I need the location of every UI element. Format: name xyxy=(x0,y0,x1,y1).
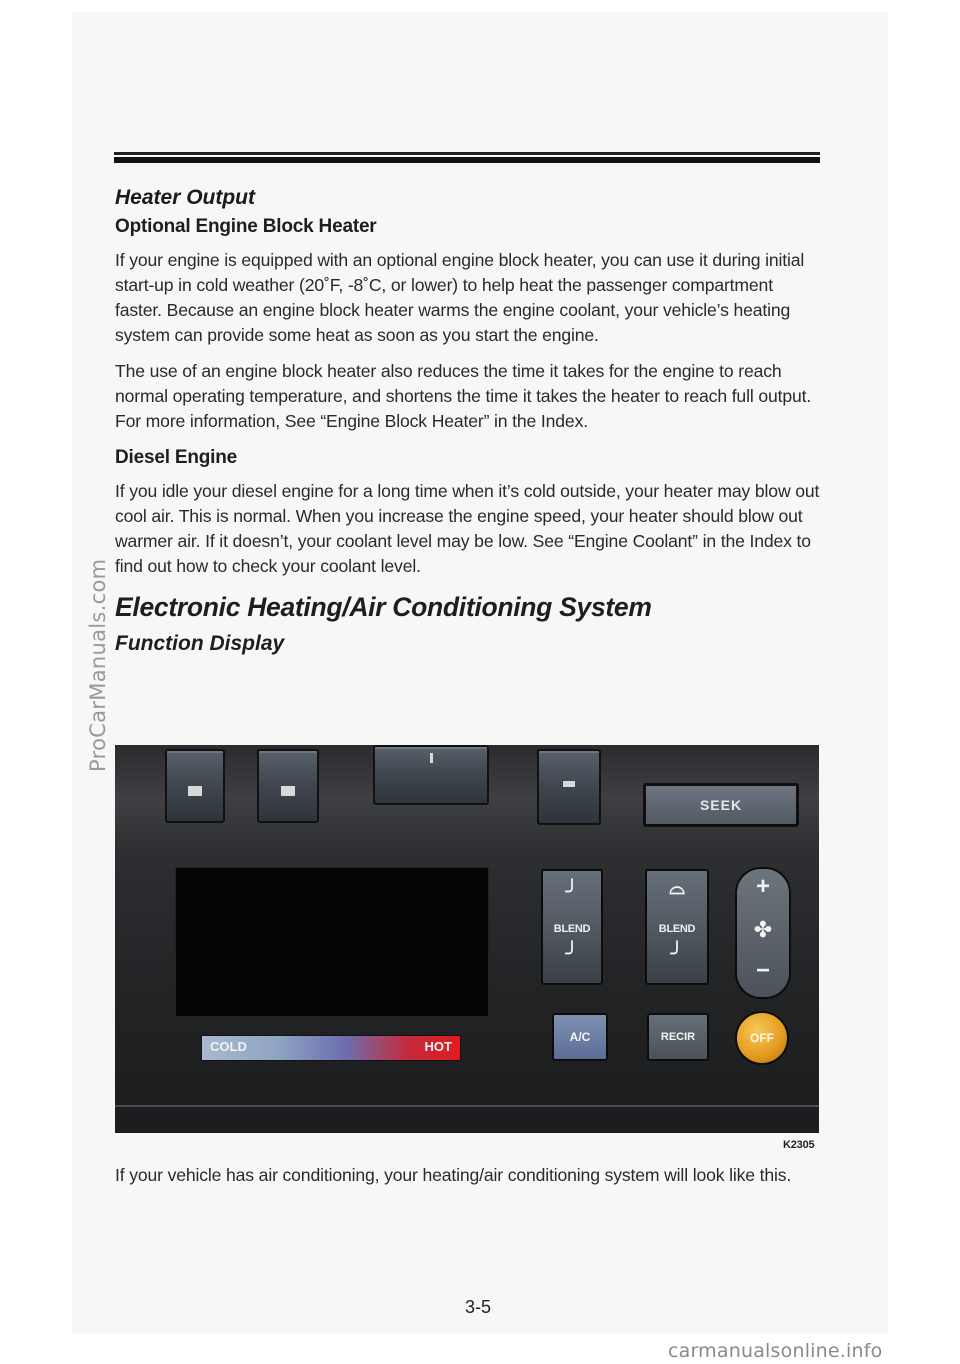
radio-preset-key xyxy=(373,745,489,805)
function-display-screen xyxy=(175,867,489,1017)
page-content xyxy=(115,184,820,658)
paragraph-diesel: If you idle your diesel engine for a long time when it’s cold outside, your heater may blow out cool air. This is normal. When you increase the engine speed, your heater should blow out warmer air. If it doesn’t, your coolant level may be low. See “Engine Coolant” in the Index to find out how to check your coolant level. xyxy=(115,481,820,576)
side-watermark: ProCarManuals.com xyxy=(86,558,110,772)
radio-preset-key xyxy=(257,749,319,823)
heading-heater-output: Heater Output xyxy=(115,186,256,209)
temp-cold-label: COLD xyxy=(210,1039,247,1054)
paragraph-engine-block-1: If your engine is equipped with an optional engine block heater, you can use it during initial start-up in cold weather (20˚F, -8˚C, or lower) to help heat the passenger compartment faster. Because an engine block heater warms the engine coolant, your vehicle’s heating system can provide some heat as soon as you start the engine. xyxy=(115,250,805,345)
blend-mode-button-right: ⌓ BLEND ╯ xyxy=(645,869,709,985)
heading-engine-block-heater: Optional Engine Block Heater xyxy=(115,216,377,237)
fan-icon: ✤ xyxy=(753,917,773,942)
blend-mode-button-left: ╯ BLEND ╯ xyxy=(541,869,603,985)
bottom-watermark: carmanualsonline.info xyxy=(668,1340,883,1362)
figure-code: K2305 xyxy=(783,1139,815,1151)
radio-preset-key xyxy=(165,749,225,823)
seek-button: SEEK xyxy=(643,783,799,827)
figure-caption: If your vehicle has air conditioning, your heating/air conditioning system will look like this. xyxy=(115,1165,792,1185)
recirculation-button: RECIR xyxy=(647,1013,709,1061)
temperature-bar xyxy=(201,1035,461,1061)
heading-function-display: Function Display xyxy=(115,632,285,655)
floor-icon: ╯ xyxy=(670,941,684,966)
page-number: 3-5 xyxy=(465,1297,492,1317)
fan-decrease-icon: − xyxy=(755,957,770,984)
heading-diesel-engine: Diesel Engine xyxy=(115,447,237,468)
temp-hot-label: HOT xyxy=(424,1039,452,1054)
climate-control-panel-photo xyxy=(115,745,819,1133)
off-button: OFF xyxy=(735,1011,789,1065)
header-rule-thick xyxy=(114,157,820,163)
paragraph-engine-block-2: The use of an engine block heater also reduces the time it takes for the engine to reach normal operating temperature, and shortens the time it takes the heater to reach full output. For more information, See “Engine Block Heater” in the Index. xyxy=(115,361,812,431)
header-rule-thin xyxy=(114,152,820,155)
floor-icon: ╯ xyxy=(565,941,579,966)
ac-button: A/C xyxy=(552,1013,608,1061)
defrost-icon: ⌓ xyxy=(669,877,685,899)
vent-floor-icon: ╯ xyxy=(565,879,579,904)
panel-trim-line xyxy=(115,1105,819,1107)
fan-speed-control xyxy=(735,867,791,999)
radio-preset-key xyxy=(537,749,601,825)
heading-electronic-system: Electronic Heating/Air Conditioning System xyxy=(115,592,652,622)
fan-increase-icon: + xyxy=(755,873,770,900)
